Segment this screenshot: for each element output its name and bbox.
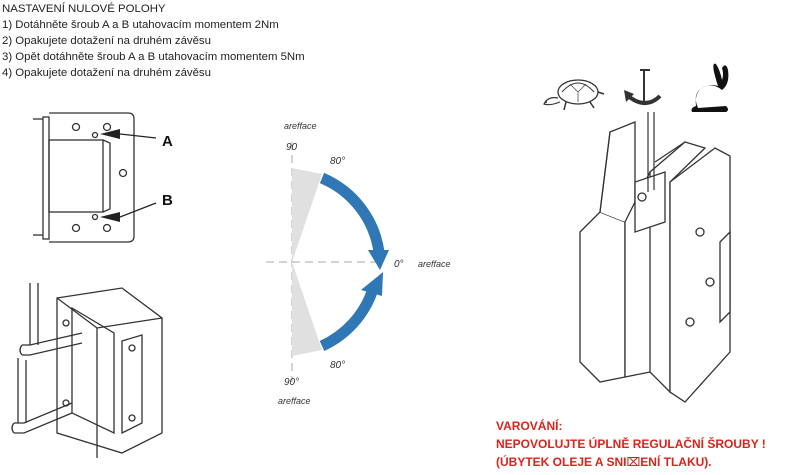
upper-arrow-head [368,250,389,270]
top-face-label: arefface [284,121,317,131]
zero-face-label: arefface [418,259,451,269]
warning-line-1: NEPOVOLUJTE ÚPLNĚ REGULAČNÍ ŠROUBY ! [496,437,766,451]
screw-a-label: A [162,133,173,150]
bottom-face-label: arefface [278,396,311,406]
instructions-title: NASTAVENÍ NULOVÉ POLOHY [2,3,166,15]
lower-arc-label: 80° [330,360,346,371]
rotate-arrow-icon [624,70,660,104]
turtle-icon [544,80,604,110]
opening-angle-diagram [258,112,468,412]
instructions [2,1,305,81]
upper-arc-label: 80° [330,156,346,167]
bottom-angle-label: 90° [284,377,300,388]
warning-block [496,417,766,471]
instruction-step-2: 2) Opakujete dotažení na druhém závěsu [2,35,211,47]
lower-arrow-head [361,272,383,296]
hinge-assembly-iso [570,112,745,412]
speed-adjust-icons [540,60,740,120]
instruction-step-4: 4) Opakujete dotažení na druhém závěsu [2,67,211,79]
top-angle-label: 90 [286,142,298,153]
hinge-with-hex-keys [2,283,177,473]
warning-title: VAROVÁNÍ: [496,419,563,433]
instruction-step-3: 3) Opět dotáhněte šroub A a B utahovacím momentem 5Nm [2,51,305,63]
upper-sector-shading [292,168,322,262]
lower-sector-shading [292,262,322,356]
warning-line-2: (ÚBYTEK OLEJE A SNI⌧ENÍ TLAKU). [496,455,712,469]
rabbit-icon [692,64,729,112]
instruction-step-1: 1) Dotáhněte šroub A a B utahovacím momentem 2Nm [2,19,279,31]
hinge-front-view [28,105,198,250]
upper-arc-arrow [322,178,379,252]
screw-b-label: B [162,192,173,209]
zero-angle-label: 0° [394,259,404,270]
lower-arc-arrow [322,292,372,346]
